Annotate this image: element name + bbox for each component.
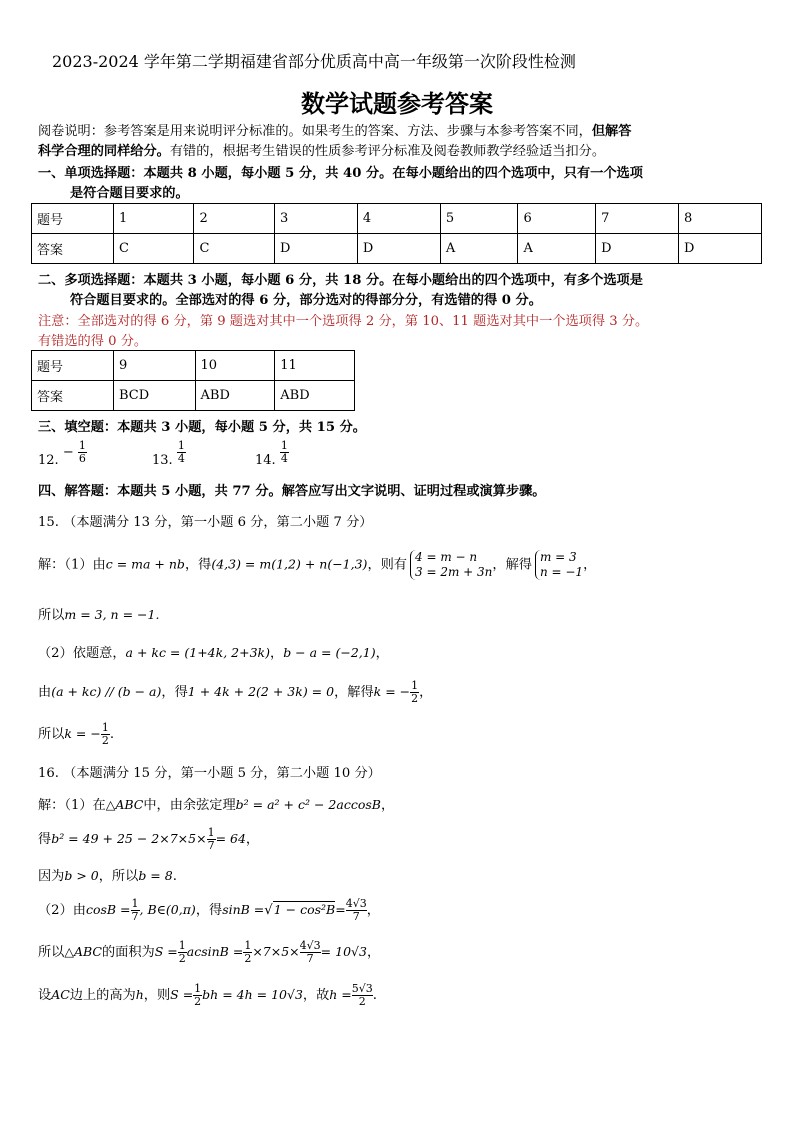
grading-note-line2: [38, 142, 605, 161]
section1-heading: 一、单项选择题：本题共 8 小题，每小题 5 分，共 40 分。在每小题给出的四个选项中，只有一个选项: [38, 166, 643, 181]
text: ，: [245, 832, 260, 847]
fraction: [280, 440, 289, 465]
numerator: 1: [411, 679, 419, 692]
equation: n = −1: [539, 565, 584, 579]
fraction: [131, 898, 140, 923]
denominator: 2: [178, 952, 186, 965]
numerator: 1: [207, 826, 215, 839]
fraction: [410, 680, 419, 705]
text: 设: [38, 988, 52, 1003]
table-cell: 答案: [32, 234, 114, 264]
fraction: [78, 440, 87, 465]
math: (a + kc) // (b − a): [51, 684, 162, 699]
text: 得: [38, 832, 52, 847]
text: 所以: [38, 727, 65, 742]
denominator: 7: [131, 910, 139, 923]
numerator: 1: [101, 721, 109, 734]
equation-system: [410, 550, 492, 580]
table-cell: C: [114, 234, 194, 264]
q15-step1: [38, 550, 596, 580]
table-cell: 9: [114, 351, 196, 381]
q16-step6: [38, 983, 377, 1008]
table-cell: A: [440, 234, 518, 264]
math: b > 0: [64, 868, 99, 883]
math: b² = a² + c² − 2accosB: [235, 797, 381, 812]
q15-step5: [38, 722, 114, 747]
numerator: 1: [131, 897, 139, 910]
numerator: 1: [194, 982, 202, 995]
text: 因为: [38, 869, 65, 884]
equation-system: [535, 550, 583, 580]
section2-answer-table: [31, 350, 355, 411]
table-cell: D: [679, 234, 762, 264]
fraction: [300, 940, 321, 965]
text: ，: [380, 798, 395, 813]
table-cell: 11: [275, 351, 355, 381]
section3-heading: 三、填空题：本题共 3 小题，每小题 5 分，共 15 分。: [38, 420, 366, 435]
math: k = −: [64, 726, 101, 741]
table-cell: 8: [679, 204, 762, 234]
text: ，则: [143, 988, 171, 1003]
math: b² = 49 + 25 − 2×7×5×: [51, 831, 207, 846]
text: ，: [366, 903, 380, 918]
math: S =: [154, 944, 178, 959]
minus-sign: −: [62, 445, 74, 460]
table-row: [32, 381, 355, 411]
math: = 10√3: [320, 944, 367, 959]
fraction: [178, 940, 187, 965]
text: ，: [375, 646, 389, 661]
numerator: 1: [244, 939, 252, 952]
q16-step2: [38, 827, 259, 852]
table-cell: 4: [357, 204, 440, 234]
text: .: [372, 988, 377, 1003]
q16-step3: [38, 866, 177, 886]
text: 中，由余弦定理: [143, 798, 236, 813]
note-text: 阅卷说明：参考答案是用来说明评分标准的。如果考生的答案、方法、步骤与本参考答案不同，: [38, 124, 592, 139]
q16-step4: [38, 898, 380, 923]
math: , B∈(0,π): [139, 902, 196, 917]
text: ，: [366, 945, 381, 960]
math: cosB =: [85, 902, 131, 917]
math: m = 3, n = −1.: [64, 607, 160, 622]
fraction: [101, 722, 110, 747]
math: acsinB =: [186, 944, 244, 959]
table-cell: D: [274, 234, 357, 264]
fraction: [352, 983, 373, 1008]
q15-step3: [38, 643, 389, 663]
text: ，: [270, 646, 284, 661]
denominator: 2: [352, 995, 373, 1008]
math: a + kc = (1+4k, 2+3k): [125, 645, 270, 660]
text: ，解得: [492, 557, 532, 573]
table-cell: BCD: [114, 381, 196, 411]
numerator: 1: [78, 439, 86, 452]
numerator: 5√3: [351, 982, 373, 995]
math: 1 − cos²B: [273, 902, 336, 917]
math: = 64: [215, 831, 246, 846]
text: ，: [583, 557, 597, 573]
answer-14: [255, 439, 289, 468]
text: 解：（1）由: [38, 557, 106, 573]
section4-heading: 四、解答题：本题共 5 小题，共 77 分。解答应写出文字说明、证明过程或演算步骤。: [38, 484, 546, 499]
text: 所以: [38, 945, 65, 960]
section1-heading-cont: 是符合题目要求的。: [70, 186, 189, 201]
math: h =: [329, 987, 352, 1002]
fraction: [193, 983, 202, 1008]
q16-step1: [38, 795, 394, 815]
math: AC: [51, 987, 70, 1002]
denominator: 7: [300, 952, 321, 965]
table-cell: 6: [518, 204, 596, 234]
text: （2）依题意，: [38, 646, 126, 661]
table-cell: 答案: [32, 381, 114, 411]
math: ×7×5×: [252, 944, 300, 959]
page-title: 数学试题参考答案: [301, 89, 493, 118]
table-cell: 7: [596, 204, 679, 234]
fraction: [243, 940, 252, 965]
denominator: 2: [101, 734, 109, 747]
denominator: 2: [411, 692, 419, 705]
denominator: 7: [346, 910, 367, 923]
text: （2）由: [38, 903, 86, 918]
note-text: 有错的，根据考生错误的性质参考评分标准及阅卷教师教学经验适当扣分。: [169, 144, 606, 159]
answer-13: [152, 439, 186, 468]
text: .: [172, 869, 177, 884]
text: ，: [419, 685, 433, 700]
numerator: 1: [280, 439, 288, 452]
table-cell: ABD: [195, 381, 275, 411]
note-bold: 科学合理的同样给分。: [38, 144, 170, 159]
table-row: [32, 204, 762, 234]
fraction: [207, 827, 216, 852]
exam-header: 2023-2024 学年第二学期福建省部分优质高中高一年级第一次阶段性检测: [52, 52, 576, 71]
table-cell: A: [518, 234, 596, 264]
math: bh = 4h = 10√3: [202, 987, 303, 1002]
numerator: 4√3: [345, 897, 367, 910]
text: ，得: [184, 557, 212, 573]
q15-heading: 15. （本题满分 13 分，第一小题 6 分，第二小题 7 分）: [38, 515, 373, 530]
denominator: 2: [244, 952, 252, 965]
math: b = 8: [138, 868, 173, 883]
math: △ABC: [64, 944, 102, 959]
table-cell: D: [357, 234, 440, 264]
equation: 3 = 2m + 3n: [415, 565, 493, 579]
equation: 4 = m − n: [415, 550, 478, 564]
grading-note-line1: [38, 122, 631, 141]
denominator: 4: [177, 452, 185, 465]
text: ，得: [161, 685, 188, 700]
table-cell: ABD: [275, 381, 355, 411]
text: ，所以: [98, 869, 139, 884]
q16-heading: 16. （本题满分 15 分，第一小题 5 分，第二小题 10 分）: [38, 766, 381, 781]
math: △ABC: [105, 797, 144, 812]
numerator: 4√3: [299, 939, 321, 952]
math: b − a = (−2,1): [283, 645, 376, 660]
math: h: [135, 987, 144, 1002]
table-cell: D: [596, 234, 679, 264]
math: c = ma + nb: [105, 556, 185, 572]
denominator: 2: [194, 995, 202, 1008]
denominator: 7: [207, 839, 215, 852]
math: S =: [170, 987, 194, 1002]
text: ，解得: [334, 685, 374, 700]
table-cell: 题号: [32, 351, 114, 381]
table-cell: 5: [440, 204, 518, 234]
math: (4,3) = m(1,2) + n(−1,3): [211, 556, 368, 572]
table-cell: 2: [194, 204, 274, 234]
math: =: [335, 902, 346, 917]
section1-answer-table: [31, 203, 762, 264]
denominator: 6: [78, 452, 86, 465]
section2-note: 注意：全部选对的得 6 分，第 9 题选对其中一个选项得 2 分，第 10、11 题选对其中一个选项得 3 分。: [38, 314, 649, 329]
table-row: [32, 351, 355, 381]
text: ，故: [302, 988, 330, 1003]
denominator: 4: [280, 452, 288, 465]
numerator: 1: [178, 939, 186, 952]
q15-step2: [38, 605, 159, 625]
numerator: 1: [177, 439, 185, 452]
table-cell: C: [194, 234, 274, 264]
q15-step4: [38, 680, 432, 705]
section2-note-cont: 有错选的得 0 分。: [38, 334, 148, 349]
text: 的面积为: [102, 945, 155, 960]
table-cell: 1: [114, 204, 194, 234]
section2-heading-cont: 符合题目要求的。全部选对的得 6 分，部分选对的得部分分，有选错的得 0 分。: [70, 293, 542, 308]
math: 1 + 4k + 2(2 + 3k) = 0: [187, 684, 335, 699]
table-cell: 3: [274, 204, 357, 234]
equation: m = 3: [539, 550, 577, 564]
q16-step5: [38, 940, 380, 965]
table-cell: 10: [195, 351, 275, 381]
text: .: [109, 727, 115, 742]
question-number: 12.: [38, 453, 59, 468]
math: sinB =: [222, 902, 265, 917]
table-row: [32, 234, 762, 264]
note-bold: 但解答: [591, 124, 632, 139]
question-number: 14.: [255, 453, 276, 468]
section2-heading: 二、多项选择题：本题共 3 小题，每小题 6 分，共 18 分。在每小题给出的四个选项中，有多个选项是: [38, 273, 643, 288]
table-cell: 题号: [32, 204, 114, 234]
fraction: [177, 440, 186, 465]
text: ，则有: [367, 557, 407, 573]
text: 解：（1）在: [38, 798, 106, 813]
sqrt-sign: √: [264, 903, 273, 918]
text: 由: [38, 685, 52, 700]
question-number: 13.: [152, 453, 173, 468]
fraction: [346, 898, 367, 923]
text: ，得: [195, 903, 223, 918]
answer-12: [38, 439, 87, 468]
math: k = −: [373, 684, 411, 699]
text: 所以: [38, 608, 65, 623]
text: 边上的高为: [69, 988, 136, 1003]
